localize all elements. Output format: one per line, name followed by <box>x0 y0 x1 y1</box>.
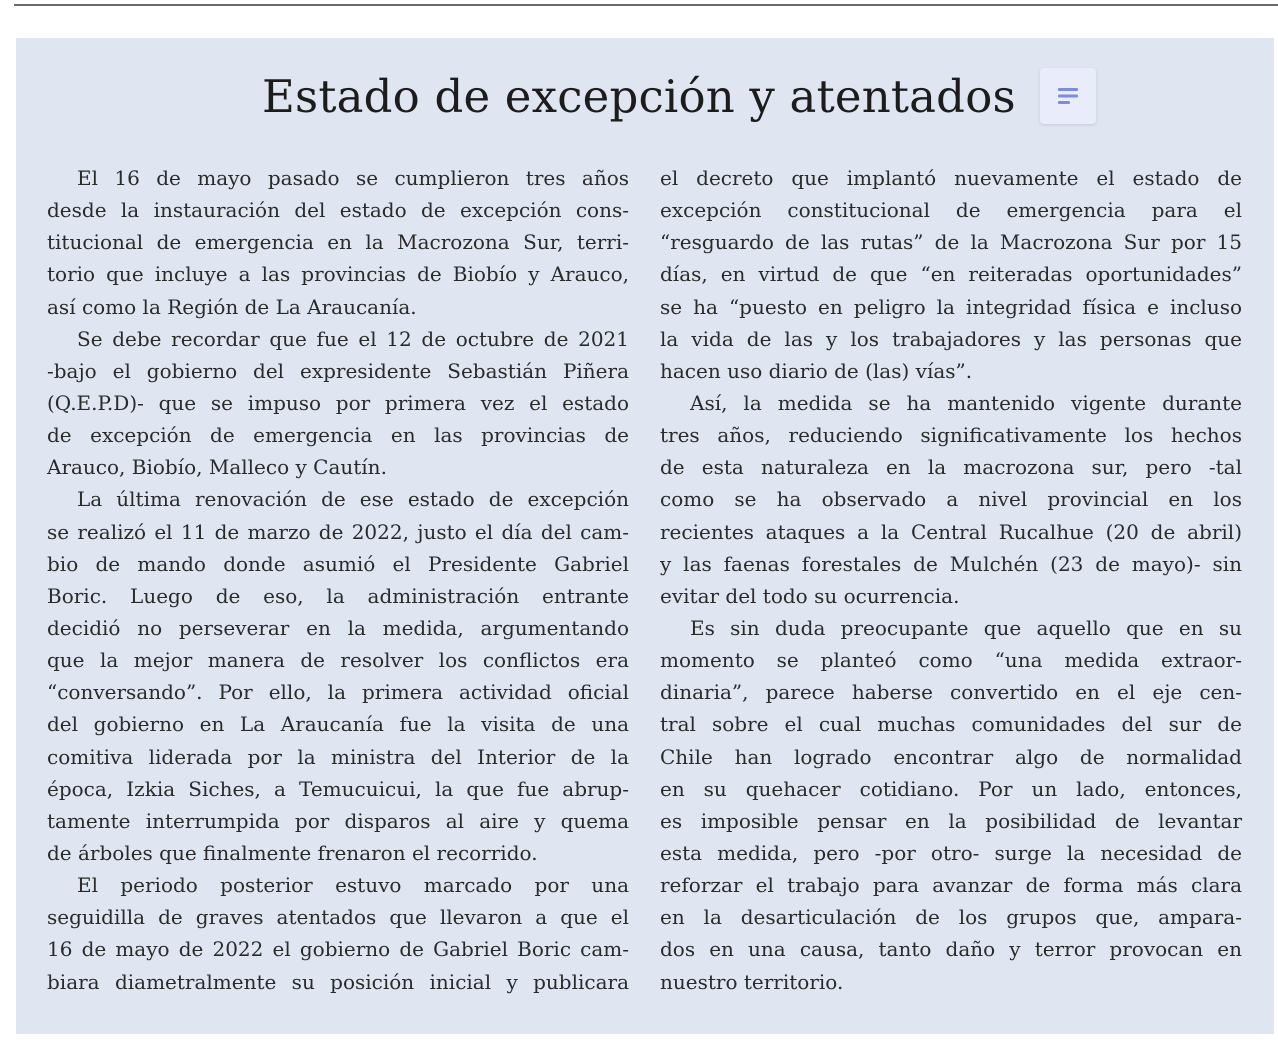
paragraph-line: “conversando”. Por ello, la primera actividad oficial <box>47 680 629 705</box>
paragraph-line: comitiva liderada por la ministra del Interior de la <box>47 744 629 769</box>
article-column-left <box>47 162 629 998</box>
paragraph-line: en la desarticulación de los grupos que, ampara- <box>660 905 1242 930</box>
paragraph-line: tral sobre el cual muchas comunidades del sur de <box>660 712 1242 737</box>
paragraph-line: biara diametralmente su posición inicial y publicara <box>47 969 629 994</box>
paragraph-line: recientes ataques a la Central Rucalhue (20 de abril) <box>660 519 1242 544</box>
paragraph-line: Así, la medida se ha mantenido vigente durante <box>690 390 1242 415</box>
paragraph-line: excepción constitucional de emergencia para el <box>660 198 1242 223</box>
paragraph-line: desde la instauración del estado de excepción cons- <box>47 198 629 223</box>
paragraph-line: torio que incluye a las provincias de Biobío y Arauco, <box>47 262 629 287</box>
paragraph-line: El 16 de mayo pasado se cumplieron tres años <box>77 166 629 190</box>
paragraph-line: de excepción de emergencia en las provincias de <box>47 423 629 448</box>
paragraph-line: momento se planteó como “una medida extraor- <box>660 648 1242 673</box>
article-title: Estado de excepción y atentados <box>262 70 1016 123</box>
paragraph-line: días, en virtud de que “en reiteradas oportunidades” <box>660 262 1242 287</box>
paragraph-line: que la mejor manera de resolver los conflictos era <box>47 648 629 673</box>
paragraph-line: El periodo posterior estuvo marcado por una <box>77 873 629 898</box>
paragraph-line: de esta naturaleza en la macrozona sur, pero -tal <box>660 455 1242 480</box>
paragraph-line: (Q.E.P.D)- que se impuso por primera vez el estado <box>47 390 629 415</box>
article-column-right <box>660 162 1242 998</box>
paragraph-line: como se ha observado a nivel provincial en los <box>660 487 1242 512</box>
paragraph-line: -bajo el gobierno del expresidente Sebastián Piñera <box>47 358 629 383</box>
paragraph-line: la vida de las y los trabajadores y las personas que <box>660 326 1242 351</box>
paragraph-line: esta medida, pero -por otro- surge la necesidad de <box>660 840 1242 865</box>
paragraph-line: de árboles que finalmente frenaron el recorrido. <box>47 840 538 865</box>
top-divider <box>14 4 1278 6</box>
paragraph-line: nuestro territorio. <box>660 969 844 994</box>
paragraph-line: se ha “puesto en peligro la integridad física e incluso <box>660 294 1242 319</box>
paragraph-line: evitar del todo su ocurrencia. <box>660 583 960 608</box>
paragraph-line: el decreto que implantó nuevamente el estado de <box>660 166 1242 190</box>
paragraph-line: dos en una causa, tanto daño y terror provocan en <box>660 937 1242 962</box>
paragraph-line: hacen uso diario de (las) vías”. <box>660 358 973 383</box>
article-header <box>0 62 1278 132</box>
paragraph-line: se realizó el 11 de marzo de 2022, justo el día del cam- <box>47 519 629 544</box>
paragraph-line: tamente interrumpida por disparos al aire y quema <box>47 808 629 833</box>
paragraph-line: Chile han logrado encontrar algo de normalidad <box>660 744 1242 769</box>
paragraph-line: decidió no perseverar en la medida, argumentando <box>47 615 629 640</box>
paragraph-line: reforzar el trabajo para avanzar de forma más clara <box>660 873 1242 898</box>
paragraph-line: y las faenas forestales de Mulchén (23 de mayo)- sin <box>660 551 1242 576</box>
paragraph-line: titucional de emergencia en la Macrozona Sur, terri- <box>47 230 629 255</box>
text-menu-button[interactable] <box>1040 68 1096 124</box>
paragraph-line: “resguardo de las rutas” de la Macrozona Sur por 15 <box>660 230 1242 255</box>
paragraph-line: Es sin duda preocupante que aquello que en su <box>690 615 1242 640</box>
paragraph-line: Boric. Luego de eso, la administración entrante <box>47 583 629 608</box>
text-lines-icon <box>1058 86 1080 106</box>
paragraph-line: época, Izkia Siches, a Temucuicui, la que fue abrup- <box>47 776 629 801</box>
paragraph-line: Se debe recordar que fue el 12 de octubre de 2021 <box>77 326 629 351</box>
paragraph-line: Arauco, Biobío, Malleco y Cautín. <box>47 455 387 480</box>
paragraph-line: seguidilla de graves atentados que llevaron a que el <box>47 905 629 930</box>
paragraph-line: La última renovación de ese estado de excepción <box>77 487 629 512</box>
paragraph-line: 16 de mayo de 2022 el gobierno de Gabriel Boric cam- <box>47 937 629 962</box>
paragraph-line: bio de mando donde asumió el Presidente Gabriel <box>47 551 629 576</box>
paragraph-line: del gobierno en La Araucanía fue la visita de una <box>47 712 629 737</box>
paragraph-line: en su quehacer cotidiano. Por un lado, entonces, <box>660 776 1242 801</box>
paragraph-line: dinaria”, parece haberse convertido en el eje cen- <box>660 680 1242 705</box>
paragraph-line: es imposible pensar en la posibilidad de levantar <box>660 808 1242 833</box>
paragraph-line: tres años, reduciendo significativamente los hechos <box>660 423 1242 448</box>
paragraph-line: así como la Región de La Araucanía. <box>47 294 417 319</box>
